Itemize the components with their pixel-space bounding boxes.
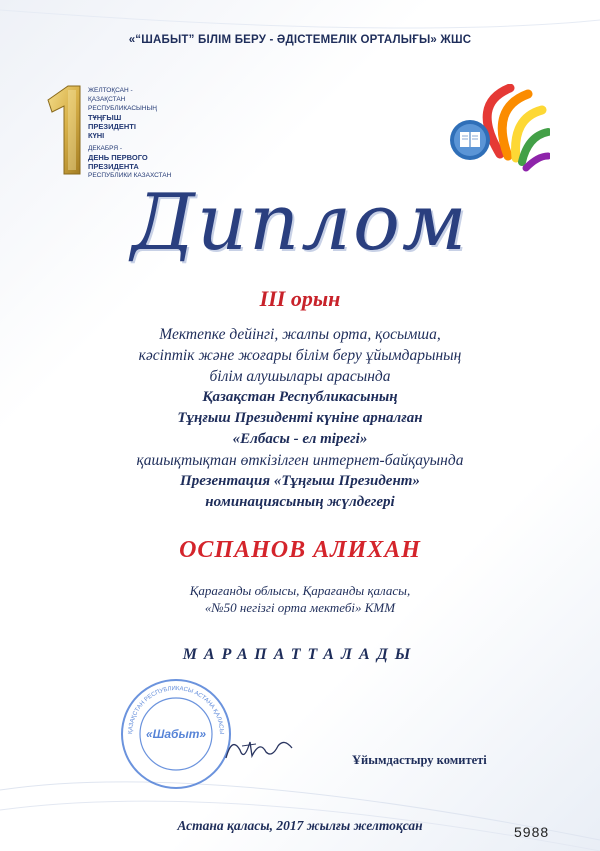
badge-line: ТҰҢҒЫШ bbox=[88, 113, 122, 122]
official-stamp bbox=[118, 676, 234, 792]
badge-line: ДЕНЬ ПЕРВОГО bbox=[88, 153, 148, 162]
organization-header: «“ШАБЫТ” БІЛІМ БЕРУ - ӘДІСТЕМЕЛІК ОРТАЛЫҒЫ» ЖШС bbox=[128, 34, 472, 46]
school-info bbox=[0, 582, 600, 616]
school-line: «№50 негізгі орта мектебі» КММ bbox=[204, 600, 396, 615]
first-president-day-badge bbox=[42, 82, 182, 177]
nomination-line: Презентация «Тұңғыш Президент» bbox=[180, 473, 420, 489]
badge-line: ЖЕЛТОҚСАН - bbox=[88, 87, 133, 94]
number-one-icon bbox=[42, 82, 86, 177]
event-description: қашықтықтан өткізілген интернет-байқауында bbox=[136, 452, 464, 469]
event-line: Қазақстан Республикасының bbox=[202, 389, 398, 405]
diploma-body bbox=[60, 324, 540, 513]
diploma-number: 5988 bbox=[514, 824, 550, 840]
badge-line: ПРЕЗИДЕНТІ bbox=[88, 122, 136, 131]
shabyt-logo-icon bbox=[440, 84, 550, 174]
winner-name: ОСПАНОВ АЛИХАН bbox=[179, 537, 421, 563]
badge-line: ҚАЗАҚСТАН bbox=[88, 96, 126, 103]
nomination-line: номинациясының жүлдегері bbox=[205, 494, 395, 510]
award-statement: МАРАПАТТАЛАДЫ bbox=[182, 646, 418, 663]
badge-text bbox=[88, 86, 198, 180]
place-label: III орын bbox=[259, 286, 341, 311]
school-line: Қарағанды облысы, Қарағанды қаласы, bbox=[189, 583, 411, 598]
intro-line: білім алушылары арасында bbox=[209, 368, 391, 385]
event-line: «Елбасы - ел тірегі» bbox=[232, 431, 368, 447]
badge-line: ДЕКАБРЯ - bbox=[88, 145, 122, 152]
badge-line: КҮНІ bbox=[88, 131, 105, 140]
svg-text:«Шабыт»: «Шабыт» bbox=[145, 727, 207, 741]
diploma-title: Диплом bbox=[131, 178, 469, 268]
svg-text:ҚАЗАҚСТАН РЕСПУБЛИКАСЫ АСТАНА: ҚАЗАҚСТАН РЕСПУБЛИКАСЫ АСТАНА ҚАЛАСЫ bbox=[127, 685, 225, 735]
footer-place-date: Астана қаласы, 2017 жылғы желтоқсан bbox=[177, 818, 423, 833]
signature bbox=[222, 728, 298, 768]
organizing-committee-label: Ұйымдастыру комитеті bbox=[352, 753, 487, 767]
badge-line: ПРЕЗИДЕНТА bbox=[88, 162, 139, 171]
badge-line: РЕСПУБЛИКАСЫНЫҢ bbox=[88, 105, 157, 112]
event-line: Тұңғыш Президенті күніне арналған bbox=[177, 410, 423, 426]
badge-line: РЕСПУБЛИКИ КАЗАХСТАН bbox=[88, 172, 172, 179]
intro-line: Мектепке дейінгі, жалпы орта, қосымша, bbox=[159, 326, 441, 343]
intro-line: кәсіптік және жоғары білім беру ұйымдарының bbox=[138, 347, 462, 364]
